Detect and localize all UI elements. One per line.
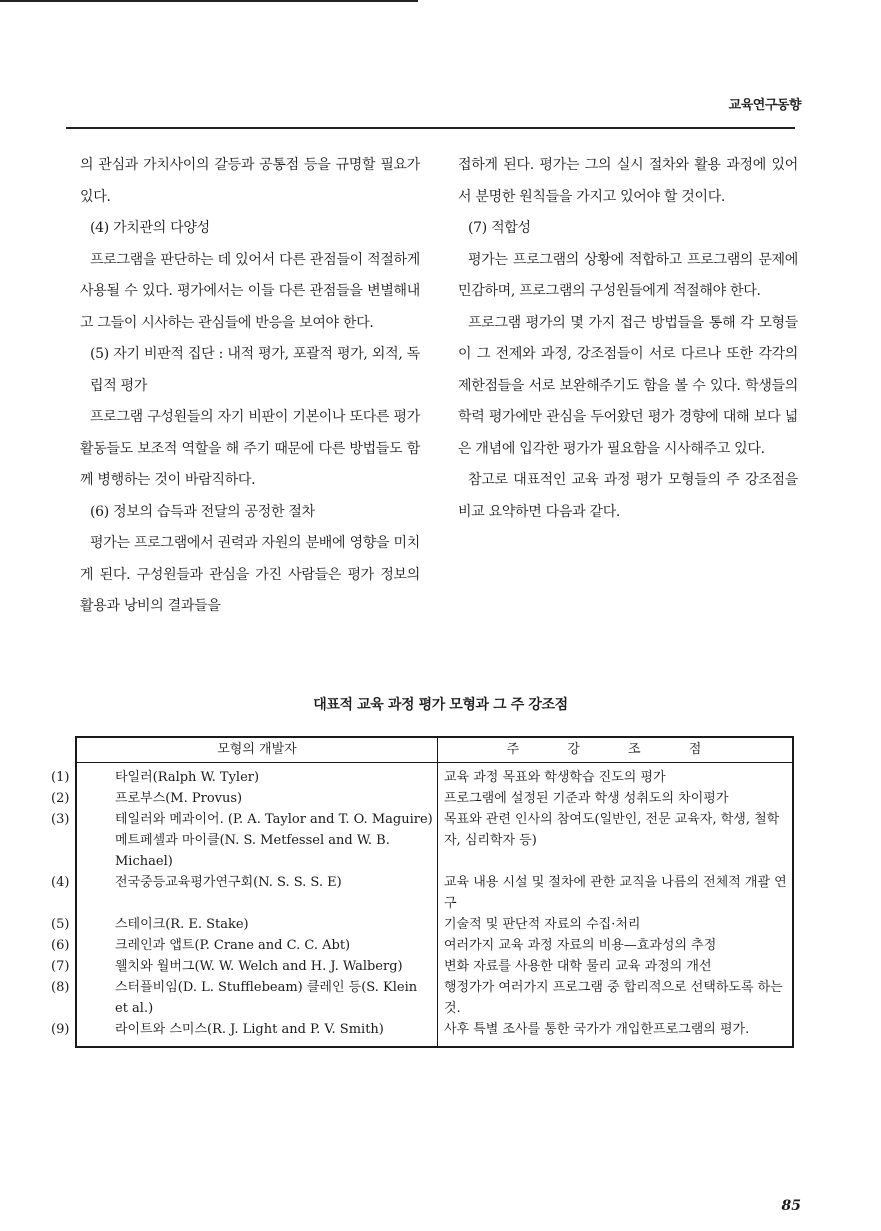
emphasis-cell: 여러가지 교육 과정 자료의 비용—효과성의 추정 <box>444 938 717 953</box>
table-title: 대표적 교육 과정 평가 모형과 그 주 강조점 <box>313 697 568 713</box>
models-table <box>51 736 794 1048</box>
row-number: (8) <box>51 980 70 995</box>
page-number: 85 <box>781 1198 801 1214</box>
column-header-emphasis: 주 강 조 점 <box>438 737 794 763</box>
paragraph: 프로그램 평가의 몇 가지 접근 방법들을 통해 각 모형들이 그 전제와 과정, 강조점들이 서로 다르나 또한 각각의 제한점들을 서로 보완해주기도 함을 볼 수 있다. 학생들의 학력 평가에만 관심을 두어왔던 평가 경향에 대해 보다 넓은 개념에 입각한 평가가 필요함을 시사해주고 있다. <box>458 314 798 457</box>
developer-name: 스테이크(R. E. Stake) <box>115 917 249 932</box>
developer-cell <box>51 977 438 1019</box>
table-row <box>76 956 793 977</box>
emphasis-cell: 사후 특별 조사를 통한 국가가 개입한프로그램의 평가. <box>444 1022 750 1037</box>
row-number: (7) <box>51 959 70 974</box>
paragraph: 평가는 프로그램의 상황에 적합하고 프로그램의 문제에 민감하며, 프로그램의 구성원들에게 적절해야 한다. <box>458 251 798 299</box>
header-rule <box>66 127 795 129</box>
table-row <box>76 763 793 789</box>
emphasis-cell: 프로그램에 설정된 기준과 학생 성취도의 차이평가 <box>444 791 729 806</box>
row-number: (6) <box>51 938 70 953</box>
emphasis-cell: 변화 자료를 사용한 대학 물리 교육 과정의 개선 <box>444 959 712 974</box>
developer-name: 테일러와 메과이어. (P. A. Taylor and T. O. Maguire)메트페셀과 마이클(N. S. Metfessel and W. B. Michael) <box>115 812 433 869</box>
table-row <box>76 1019 793 1047</box>
paragraph: 프로그램을 판단하는 데 있어서 다른 관점들이 적절하게 사용될 수 있다. 평가에서는 이들 다른 관점들을 변별해내고 그들이 시사하는 관심들에 반응을 보여야 한다. <box>80 251 420 331</box>
developer-cell <box>51 935 438 956</box>
table-row <box>76 872 793 914</box>
paragraph: 접하게 된다. 평가는 그의 실시 절차와 활용 과정에 있어서 분명한 원칙들을 가지고 있어야 할 것이다. <box>458 157 798 205</box>
section-heading: (5) 자기 비판적 집단 : 내적 평가, 포괄적 평가, 외적, 독립적 평가 <box>90 346 420 394</box>
developer-name: 프로부스(M. Provus) <box>115 791 243 806</box>
row-number: (2) <box>51 791 70 806</box>
developer-cell <box>51 1019 438 1047</box>
table-row <box>76 809 793 872</box>
developer-cell <box>51 809 438 872</box>
paragraph: 평가는 프로그램에서 권력과 자원의 분배에 영향을 미치게 된다. 구성원들과 관심을 가진 사람들은 평가 정보의 활용과 낭비의 결과들을 <box>80 535 420 614</box>
developer-name: 웰치와 월버그(W. W. Welch and H. J. Walberg) <box>115 959 403 974</box>
row-number: (3) <box>51 812 70 827</box>
table-row <box>76 977 793 1019</box>
developer-cell <box>51 914 438 935</box>
developer-cell <box>51 788 438 809</box>
emphasis-cell: 목표와 관련 인사의 참여도(일반인, 전문 교육자, 학생, 철학자, 심리학자 등) <box>444 812 780 848</box>
emphasis-cell: 교육 과정 목표와 학생학습 진도의 평가 <box>444 770 666 785</box>
emphasis-cell: 교육 내용 시설 및 절차에 관한 교직을 나름의 전체적 개괄 연구 <box>444 875 787 911</box>
paragraph: 프로그램 구성원들의 자기 비판이 기본이나 또다른 평가 활동들도 보조적 역할을 해 주기 때문에 다른 방법들도 함께 병행하는 것이 바람직하다. <box>80 409 420 488</box>
developer-name: 크레인과 앱트(P. Crane and C. C. Abt) <box>115 938 351 953</box>
column-header-developer: 모형의 개발자 <box>76 737 438 763</box>
developer-name: 스터플비임(D. L. Stufflebeam) 클레인 등(S. Klein et al.) <box>115 980 418 1016</box>
paragraph: 참고로 대표적인 교육 과정 평가 모형들의 주 강조점을 비교 요약하면 다음과 같다. <box>458 472 798 520</box>
running-head: 교육연구동향 <box>728 98 801 113</box>
table-header-row <box>76 737 793 763</box>
developer-name: 라이트와 스미스(R. J. Light and P. V. Smith) <box>115 1022 384 1037</box>
section-heading: (6) 정보의 습득과 전달의 공정한 절차 <box>90 503 315 520</box>
table-row <box>76 788 793 809</box>
row-number: (9) <box>51 1022 70 1037</box>
section-heading: (4) 가치관의 다양성 <box>90 220 210 236</box>
developer-name: 전국중등교육평가연구회(N. S. S. S. E) <box>115 875 342 890</box>
right-column <box>458 150 798 528</box>
table-row <box>76 914 793 935</box>
emphasis-cell: 행정가가 여러가지 프로그램 중 합리적으로 선택하도록 하는 것. <box>444 980 783 1016</box>
top-rule <box>0 0 418 2</box>
row-number: (1) <box>51 770 70 785</box>
section-heading: (7) 적합성 <box>468 220 531 236</box>
table-row <box>76 935 793 956</box>
emphasis-cell: 기술적 및 판단적 자료의 수집·처리 <box>444 917 641 932</box>
left-column <box>80 150 420 623</box>
row-number: (4) <box>51 875 70 890</box>
paragraph: 의 관심과 가치사이의 갈등과 공통점 등을 규명할 필요가 있다. <box>80 157 420 205</box>
developer-name: 타일러(Ralph W. Tyler) <box>115 770 260 785</box>
row-number: (5) <box>51 917 70 932</box>
developer-cell <box>51 872 438 914</box>
developer-cell <box>51 956 438 977</box>
developer-cell <box>51 763 438 789</box>
